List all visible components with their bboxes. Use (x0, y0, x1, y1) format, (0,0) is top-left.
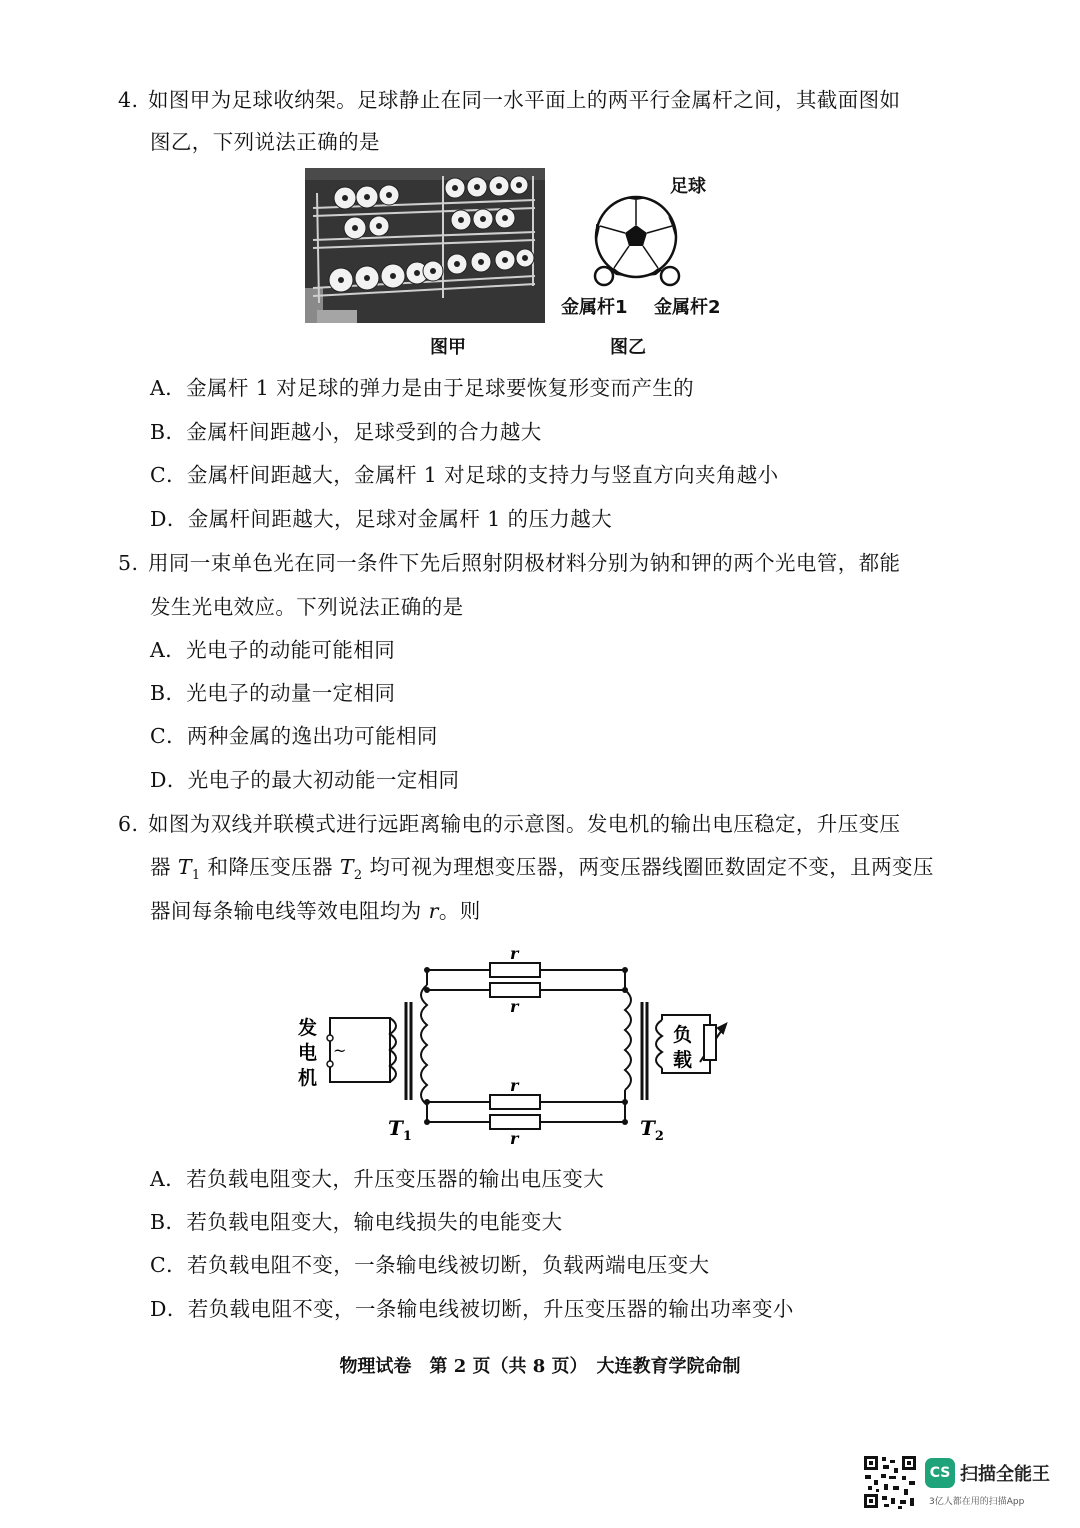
ac-symbol: ~ (333, 1041, 347, 1060)
q4-stem-line1 (118, 86, 900, 114)
resistor-top-1 (490, 963, 540, 977)
t1-secondary-coil (421, 985, 427, 1105)
generator-label-1: 发 (298, 1017, 318, 1039)
q6-stem-3b: 。则 (438, 899, 481, 923)
q6-number: 6. (118, 812, 139, 836)
t2-subscript: 2 (353, 868, 363, 884)
t2-secondary-coil (656, 1020, 662, 1068)
figure-a-caption: 图甲 (430, 337, 466, 358)
q6-stem-2a: 器 (150, 855, 178, 879)
q4-stem-text1: 如图甲为足球收纳架。足球静止在同一水平面上的两平行金属杆之间，其截面图如 (148, 88, 901, 112)
t2-label: $T_2$ (640, 1116, 664, 1144)
resistor-bottom-1 (490, 1095, 540, 1109)
q5-option-c: C．两种金属的逸出功可能相同 (150, 724, 438, 748)
q5-option-a: A．光电子的动能可能相同 (150, 638, 396, 662)
q6-stem-line1 (118, 810, 900, 838)
t2-primary-coil (625, 990, 631, 1090)
q6-option-d: D．若负载电阻不变，一条输电线被切断，升压变压器的输出功率变小 (150, 1297, 794, 1321)
q6-stem-text1: 如图为双线并联模式进行远距离输电的示意图。发电机的输出电压稳定，升压变压 (148, 812, 901, 836)
rod2-label: 金属杆2 (654, 297, 721, 318)
football-rack-photo (305, 168, 545, 323)
q5-stem-text1: 用同一束单色光在同一条件下先后照射阴极材料分别为钠和钾的两个光电管，都能 (148, 551, 901, 575)
t2-variable: T (339, 855, 354, 879)
page-footer: 物理试卷 第 2 页（共 8 页） 大连教育学院命制 (339, 1356, 741, 1377)
q4-option-c: C．金属杆间距越大，金属杆 1 对足球的支持力与竖直方向夹角越小 (150, 463, 779, 487)
metal-rod-1 (595, 267, 613, 285)
resistor-bottom-2 (490, 1115, 540, 1129)
ball-cross-section (580, 190, 700, 290)
load-label-1: 负 (673, 1024, 693, 1046)
scanner-brand (925, 1458, 1050, 1488)
q6-stem-line3 (150, 897, 481, 925)
q4-option-a: A．金属杆 1 对足球的弹力是由于足球要恢复形变而产生的 (150, 376, 695, 400)
resistor-top-2 (490, 983, 540, 997)
cs-logo-icon: CS (925, 1458, 955, 1488)
q6-stem-3a: 器间每条输电线等效电阻均为 (150, 899, 429, 923)
q6-stem-2b: 和降压变压器 (200, 855, 340, 879)
q5-option-b: B．光电子的动量一定相同 (150, 681, 396, 705)
q4-option-b: B．金属杆间距越小，足球受到的合力越大 (150, 420, 542, 444)
q5-stem-line2: 发生光电效应。下列说法正确的是 (150, 595, 464, 619)
q4-number: 4. (118, 88, 139, 112)
r-variable: r (428, 899, 439, 923)
scanner-tagline: 3亿人都在用的扫描App (929, 1497, 1025, 1507)
load-rheostat (704, 1025, 716, 1060)
q6-option-b: B．若负载电阻变大，输电线损失的电能变大 (150, 1210, 563, 1234)
load-label-2: 载 (673, 1049, 693, 1071)
ball-label: 足球 (670, 176, 706, 197)
resistor-label-bottom-2: r (510, 1129, 519, 1148)
q5-number: 5. (118, 551, 139, 575)
generator-terminal-2 (327, 1061, 333, 1067)
transmission-circuit (290, 940, 750, 1150)
t1-label: $T_1$ (388, 1116, 412, 1144)
q4-stem-line2: 图乙，下列说法正确的是 (150, 130, 380, 154)
resistor-label-top-1: r (510, 944, 519, 963)
resistor-label-bottom-1: r (510, 1076, 519, 1095)
scanner-name: 扫描全能王 (960, 1464, 1050, 1485)
q6-stem-2c: 均可视为理想变压器，两变压器线圈匝数固定不变，且两变压 (362, 855, 934, 879)
rack-photo-drawing (305, 168, 545, 323)
rod1-label: 金属杆1 (561, 297, 628, 318)
q6-stem-line2 (150, 853, 934, 890)
qr-code-icon (862, 1454, 918, 1510)
metal-rod-2 (661, 267, 679, 285)
generator-label-3: 机 (298, 1067, 318, 1089)
q6-option-a: A．若负载电阻变大，升压变压器的输出电压变大 (150, 1167, 605, 1191)
t1-variable: T (177, 855, 192, 879)
q4-option-d: D．金属杆间距越大，足球对金属杆 1 的压力越大 (150, 507, 613, 531)
q5-option-d: D．光电子的最大初动能一定相同 (150, 768, 460, 792)
figure-b-caption: 图乙 (610, 337, 646, 358)
q5-stem-line1 (118, 549, 900, 577)
q6-option-c: C．若负载电阻不变，一条输电线被切断，负载两端电压变大 (150, 1253, 710, 1277)
t1-subscript: 1 (191, 868, 201, 884)
generator-label-2: 电 (298, 1042, 318, 1064)
resistor-label-top-2: r (510, 997, 519, 1016)
